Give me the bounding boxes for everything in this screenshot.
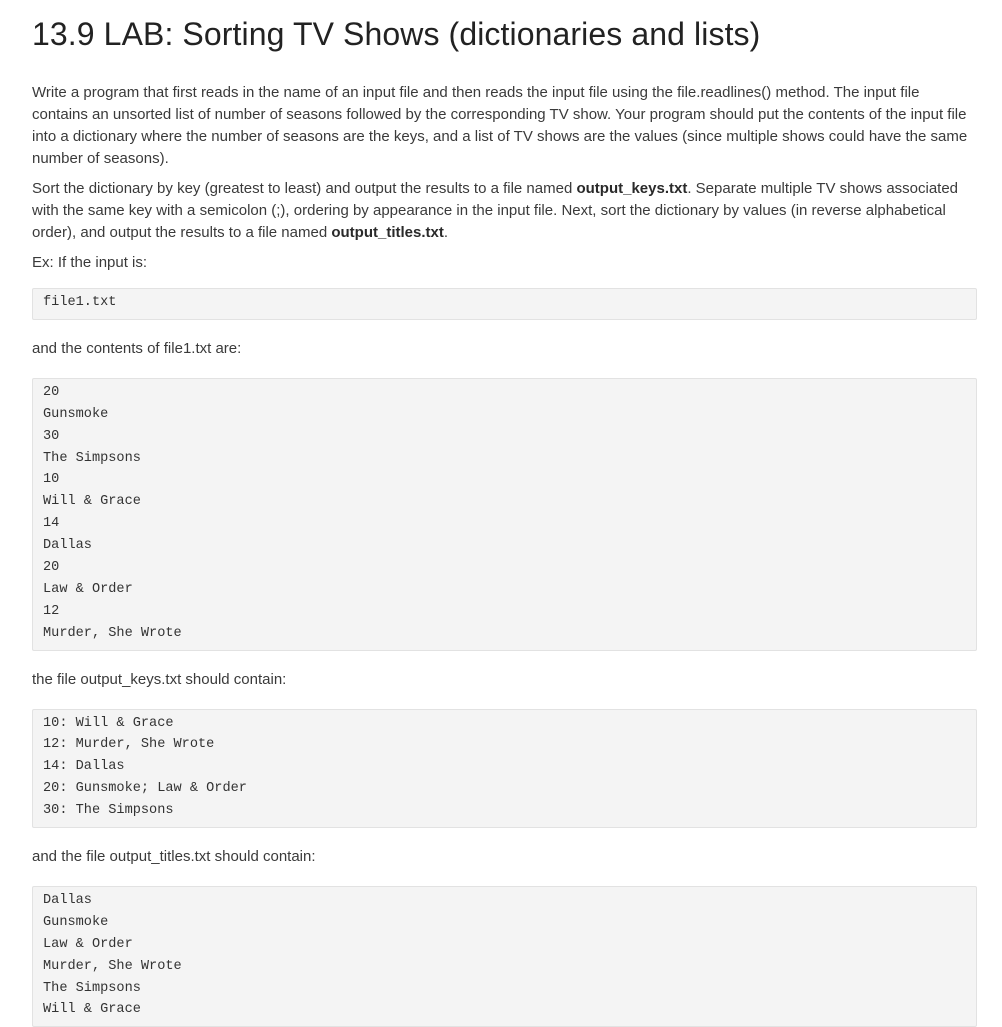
code-line: Law & Order (43, 581, 133, 597)
code-line: Dallas (43, 893, 92, 909)
output-keys-filename: output_keys.txt (576, 180, 688, 197)
code-line: 12 (43, 603, 60, 619)
contents-code-block (32, 378, 977, 651)
output-titles-filename: output_titles.txt (331, 224, 444, 241)
sort-text-part3: . (443, 224, 449, 241)
code-line: 30 (43, 428, 60, 444)
intro-paragraph: Write a program that first reads in the name of an input file and then reads the input file using the file.readlines() method. The input file contains an unsorted list of number of seasons followed by the corresponding TV show. Your program should put the contents of the input file into a dictionary where the number of seasons are the keys, and a list of TV shows are the values (since multiple shows could have the same number of seasons). (32, 84, 968, 167)
code-line: 12: Murder, She Wrote (43, 737, 215, 753)
input-code-block (32, 288, 977, 320)
sort-instructions-paragraph (32, 178, 977, 244)
titles-label: and the file output_titles.txt should contain: (32, 848, 316, 866)
sort-text-part1: Sort the dictionary by key (greatest to least) and output the results to a file named (32, 180, 577, 197)
contents-label: and the contents of file1.txt are: (32, 339, 242, 357)
code-line: Will & Grace (43, 1002, 141, 1018)
code-line: Dallas (43, 538, 92, 554)
code-line: file1.txt (43, 295, 117, 310)
code-line: Murder, She Wrote (43, 958, 182, 974)
page-title: 13.9 LAB: Sorting TV Shows (dictionaries and lists) (32, 16, 761, 52)
example-label: Ex: If the input is: (32, 254, 148, 271)
code-line: Law & Order (43, 936, 133, 952)
keys-code-block (32, 709, 977, 828)
code-line: Gunsmoke (43, 406, 109, 422)
code-line: 30: The Simpsons (43, 803, 174, 819)
code-line: 14 (43, 516, 60, 532)
code-line: 20 (43, 384, 60, 400)
code-line: 20: Gunsmoke; Law & Order (43, 781, 247, 797)
code-line: 10: Will & Grace (43, 715, 174, 731)
keys-label: the file output_keys.txt should contain: (32, 670, 287, 688)
code-line: The Simpsons (43, 980, 141, 996)
code-line: 10 (43, 472, 60, 488)
code-line: Gunsmoke (43, 914, 109, 930)
code-line: 14: Dallas (43, 759, 125, 775)
code-line: The Simpsons (43, 450, 141, 466)
code-line: Will & Grace (43, 494, 141, 510)
titles-code-block (32, 886, 977, 1027)
sort-text-part2: . Separate multiple TV shows associated with the same key with a semicolon (;), ordering by appearance in the input file. Next, sort the dictionary by values (in reverse alphabetical order), and output the results to a file named (32, 180, 959, 241)
code-line: 20 (43, 560, 60, 576)
code-line: Murder, She Wrote (43, 625, 182, 641)
